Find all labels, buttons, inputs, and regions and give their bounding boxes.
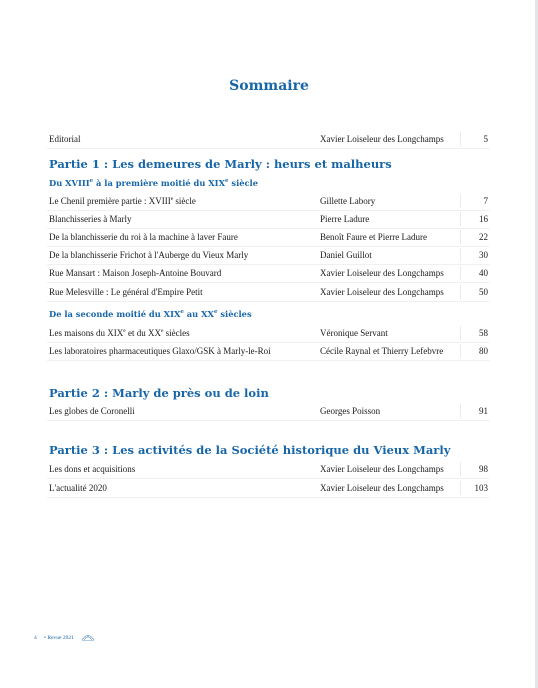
entry-title: Les globes de Coronelli bbox=[49, 406, 135, 416]
entry-author: Benoît Faure et Pierre Ladure bbox=[320, 232, 427, 242]
footer-label: • Revue 2021 bbox=[44, 635, 74, 642]
column-divider bbox=[460, 230, 461, 244]
entry-page: 5 bbox=[483, 134, 488, 144]
entry-title: Editorial bbox=[49, 134, 81, 144]
column-divider bbox=[460, 212, 461, 226]
column-divider bbox=[460, 481, 461, 495]
entry-author: Xavier Loiseleur des Longchamps bbox=[320, 134, 444, 144]
column-divider bbox=[460, 344, 461, 358]
entry-author: Daniel Guillot bbox=[320, 250, 372, 260]
entry-author: Xavier Loiseleur des Longchamps bbox=[320, 464, 444, 474]
entry-page: 30 bbox=[479, 250, 488, 260]
entry-author: Xavier Loiseleur des Longchamps bbox=[320, 483, 444, 493]
entry-page: 50 bbox=[479, 287, 488, 297]
toc-entry[interactable] bbox=[47, 479, 490, 498]
entry-page: 103 bbox=[474, 483, 488, 493]
entry-author: Véronique Servant bbox=[320, 328, 388, 338]
entry-author: Cécile Raynal et Thierry Lefebvre bbox=[320, 346, 444, 356]
column-divider bbox=[460, 132, 461, 146]
column-divider bbox=[460, 404, 461, 418]
page-title: Sommaire bbox=[229, 78, 309, 94]
toc-entry[interactable] bbox=[47, 210, 490, 229]
part-2-heading: Partie 2 : Marly de près ou de loin bbox=[49, 386, 269, 400]
entry-author: Gillette Labory bbox=[320, 196, 376, 206]
column-divider bbox=[460, 285, 461, 299]
society-logo-icon bbox=[81, 632, 95, 644]
entry-title: De la blanchisserie du roi à la machine à laver Faure bbox=[49, 232, 238, 242]
section-heading-18th-19th: Du XVIIIe à la première moitié du XIXe siècle bbox=[49, 178, 258, 188]
entry-page: 7 bbox=[483, 196, 488, 206]
entry-title: Rue Melesville : Le général d'Empire Petit bbox=[49, 287, 203, 297]
section-heading-19th-20th: De la seconde moitié du XIXe au XXe siècles bbox=[49, 309, 252, 319]
toc-entry[interactable] bbox=[47, 402, 490, 421]
column-divider bbox=[460, 248, 461, 262]
entry-title: Rue Mansart : Maison Joseph-Antoine Bouvard bbox=[49, 268, 222, 278]
toc-entry[interactable] bbox=[47, 192, 490, 211]
entry-author: Xavier Loiseleur des Longchamps bbox=[320, 287, 444, 297]
toc-entry[interactable] bbox=[47, 342, 490, 361]
entry-title: L'actualité 2020 bbox=[49, 483, 107, 493]
entry-page: 40 bbox=[479, 268, 488, 278]
entry-title: De la blanchisserie Frichot à l'Auberge du Vieux Marly bbox=[49, 250, 249, 260]
footer-page-number: 4 bbox=[34, 635, 37, 642]
toc-entry-editorial[interactable] bbox=[47, 130, 490, 149]
entry-page: 16 bbox=[479, 214, 488, 224]
toc-entry[interactable] bbox=[47, 460, 490, 479]
toc-entry[interactable] bbox=[47, 228, 490, 247]
entry-page: 91 bbox=[479, 406, 488, 416]
entry-page: 22 bbox=[479, 232, 488, 242]
entry-author: Georges Poisson bbox=[320, 406, 381, 416]
entry-title: Le Chenil première partie : XVIIIe siècle bbox=[49, 196, 196, 206]
page-footer bbox=[34, 632, 101, 644]
column-divider bbox=[460, 194, 461, 208]
toc-entry[interactable] bbox=[47, 264, 490, 283]
part-3-heading: Partie 3 : Les activités de la Société historique du Vieux Marly bbox=[49, 443, 451, 457]
entry-author: Xavier Loiseleur des Longchamps bbox=[320, 268, 444, 278]
entry-title: Les maisons du XIXe et du XXe siècles bbox=[49, 328, 190, 338]
entry-author: Pierre Ladure bbox=[320, 214, 370, 224]
part-1-heading: Partie 1 : Les demeures de Marly : heurs et malheurs bbox=[49, 157, 392, 171]
toc-entry[interactable] bbox=[47, 324, 490, 343]
column-divider bbox=[460, 462, 461, 476]
toc-entry[interactable] bbox=[47, 246, 490, 265]
entry-page: 80 bbox=[479, 346, 488, 356]
column-divider bbox=[460, 266, 461, 280]
column-divider bbox=[460, 326, 461, 340]
toc-entry[interactable] bbox=[47, 283, 490, 302]
entry-title: Les dons et acquisitions bbox=[49, 464, 136, 474]
entry-title: Les laboratoires pharmaceutiques Glaxo/GSK à Marly-le-Roi bbox=[49, 346, 271, 356]
entry-page: 58 bbox=[479, 328, 488, 338]
entry-title: Blanchisseries à Marly bbox=[49, 214, 132, 224]
entry-page: 98 bbox=[479, 464, 488, 474]
